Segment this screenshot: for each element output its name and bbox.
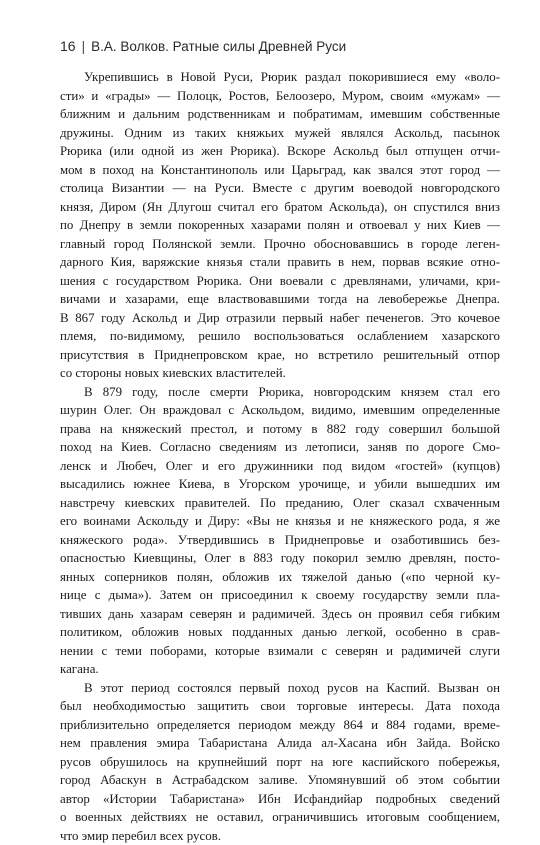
running-title: В.А. Волков. Ратные силы Древней Руси: [91, 39, 346, 54]
text-line: высадились южнее Киева, в Угорском урочище, и убили вышедших им: [60, 475, 500, 494]
body-text: [60, 68, 500, 845]
header-separator: |: [82, 39, 86, 54]
text-line: племя, по-видимому, решило воспользоваться ослаблением хазарского: [60, 327, 500, 346]
text-line: кагана.: [60, 660, 500, 679]
text-line: княжеского рода». Утвердившись в Приднепровье и озаботившись без-: [60, 531, 500, 550]
text-line: вичами и хазарами, еще властвовавшими тогда на левобережье Днепра.: [60, 290, 500, 309]
paragraph: [60, 68, 500, 383]
text-line: со стороны новых киевских властителей.: [60, 364, 500, 383]
paragraph: [60, 383, 500, 679]
text-line: приблизительно определяется периодом между 864 и 884 годами, време-: [60, 716, 500, 735]
text-line: шурин Олег. Он враждовал с Аскольдом, видимо, имевшим определенные: [60, 401, 500, 420]
text-line: сти» и «грады» — Полоцк, Ростов, Белоозеро, Муром, своим «мужам» —: [60, 87, 500, 106]
text-line: город Абаскун в Астрабадском заливе. Упомянувший об этом событии: [60, 771, 500, 790]
text-line: его воинами Аскольду и Диру: «Вы не князья и не княжеского рода, я же: [60, 512, 500, 531]
text-line: присутствия в Приднепровском крае, но встретило решительный отпор: [60, 346, 500, 365]
page-number: 16: [60, 38, 76, 54]
text-line: князя, Диром (Ян Длугош считал его братом Аскольда), он спустился вниз: [60, 198, 500, 217]
text-line: опасностью Киевщины, Олег в 883 году покорил землю древлян, посто-: [60, 549, 500, 568]
text-line: навстречу киевских правителей. По преданию, Олег сказал схваченным: [60, 494, 500, 513]
text-line: В этот период состоялся первый поход русов на Каспий. Вызван он: [60, 679, 500, 698]
text-line: что эмир перебил всех русов.: [60, 827, 500, 845]
text-line: дарного Кия, варяжские князья стали править в нем, порвав всякие отно-: [60, 253, 500, 272]
text-line: шения с государством Рюрика. Они воевали с древлянами, уличами, кри-: [60, 272, 500, 291]
text-line: Рюрика (или одной из жен Рюрика). Вскоре Аскольд был отпущен отчи-: [60, 142, 500, 161]
text-line: столица Византии — на Руси. Вместе с другим воеводой новгородского: [60, 179, 500, 198]
text-line: нице с дыма»). Затем он присоединил к своему государству земли пла-: [60, 586, 500, 605]
paragraph: [60, 679, 500, 845]
text-line: автор «Истории Табаристана» Ибн Исфандийар подробных сведений: [60, 790, 500, 809]
text-line: Укрепившись в Новой Руси, Рюрик раздал покорившиеся ему «воло-: [60, 68, 500, 87]
text-line: В 879 году, после смерти Рюрика, новгородским князем стал его: [60, 383, 500, 402]
text-line: поход на Киев. Согласно сведениям из летописи, заняв по дороге Смо-: [60, 438, 500, 457]
text-line: по Днепру в земли покоренных хазарами полян и отвоевал у них Киев —: [60, 216, 500, 235]
text-line: В 867 году Аскольд и Дир отразили первый набег печенегов. Это кочевое: [60, 309, 500, 328]
text-line: права на княжеский престол, и потому в 882 году совершил большой: [60, 420, 500, 439]
text-line: мом в поход на Константинополь или Царьград, как звался этот город —: [60, 161, 500, 180]
text-line: ленск и Любеч, Олег и его дружинники под видом «гостей» (купцов): [60, 457, 500, 476]
text-line: о военных действиях не оставил, ограничившись итоговым сообщением,: [60, 808, 500, 827]
running-header: [60, 38, 500, 54]
text-line: нем правления эмира Табаристана Алида ал-Хасана ибн Зайда. Войско: [60, 734, 500, 753]
text-line: нении с теми поборами, которые взимали с северян и радимичей слуги: [60, 642, 500, 661]
text-line: янных соперников полян, обложив их тяжелой данью («по черной ку-: [60, 568, 500, 587]
text-line: тивших дань хазарам северян и радимичей. Здесь он проявил себя гибким: [60, 605, 500, 624]
text-line: дружины. Одним из таких княжьих мужей являлся Аскольд, пасынок: [60, 124, 500, 143]
text-line: ближним и дальним родственникам и побратимам, имевшим собственные: [60, 105, 500, 124]
text-line: главный город Полянской земли. Прочно обосновавшись в городе леген-: [60, 235, 500, 254]
text-line: политиком, обложив новых подданных данью легкой, особенно в срав-: [60, 623, 500, 642]
text-line: русов обрушилось на крупнейший порт на юге каспийского побережья,: [60, 753, 500, 772]
text-line: был необходимостью защитить свои торговые интересы. Дата похода: [60, 697, 500, 716]
